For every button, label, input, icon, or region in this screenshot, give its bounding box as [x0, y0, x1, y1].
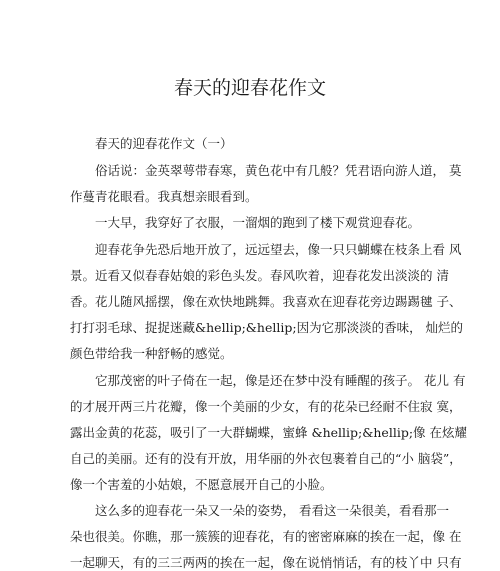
paragraph-line: 一起聊天，有的三三两两的挨在一起，像在说悄悄话，有的枝丫中 只有: [70, 555, 462, 570]
paragraph-line: 香。花儿随风摇摆，像在欢快地跳舞。我喜欢在迎春花旁边踢踢毽 子、: [70, 294, 462, 309]
document-title: 春天的迎春花作文: [173, 77, 326, 99]
paragraph-line: 打打羽毛球、捉捉迷藏&hellip;&hellip;因为它那淡淡的香味， 灿烂的: [70, 320, 464, 335]
paragraph-line: 这么多的迎春花一朵又一朵的姿势， 看看这一朵很美，看看那一: [95, 503, 449, 518]
essay-subtitle: 春天的迎春花作文（一）: [95, 136, 233, 151]
paragraph-line: 一大早，我穿好了衣服，一溜烟的跑到了楼下观赏迎春花。: [95, 215, 421, 230]
paragraph-line: 颜色带给我一种舒畅的感觉。: [70, 346, 233, 361]
paragraph-line: 像一个害羞的小姑娘，不愿意展开自己的小脸。: [70, 477, 333, 492]
paragraph-line: 露出金黄的花蕊，吸引了一大群蝴蝶，蜜蜂 &hellip;&hellip;像 在炫耀: [70, 425, 468, 440]
paragraph-line: 迎春花争先恐后地开放了，远远望去，像一只只蝴蝶在枝条上看 风: [95, 242, 462, 257]
paragraph-line: 的才展开两三片花瓣，像一个美丽的少女，有的花朵已经耐不住寂 寞，: [70, 399, 462, 414]
paragraph-line: 它那茂密的叶子倚在一起，像是还在梦中没有睡醒的孩子。 花儿 有: [95, 373, 466, 388]
paragraph-line: 自己的美丽。还有的没有开放，用华丽的外衣包裹着自己的“小 脑袋”，: [70, 451, 462, 466]
paragraph-line: 朵也很美。你瞧，那一簇簇的迎春花，有的密密麻麻的挨在一起，像 在: [70, 529, 462, 544]
paragraph-line: 俗话说：金英翠萼带春寒，黄色花中有几般？凭君语向游人道， 莫: [95, 163, 462, 178]
paragraph-line: 作蔓青花眼看。我真想亲眼看到。: [70, 189, 258, 204]
paragraph-line: 景。近看又似春春姑娘的彩色头发。春风吹着，迎春花发出淡淡的 清: [70, 268, 449, 283]
